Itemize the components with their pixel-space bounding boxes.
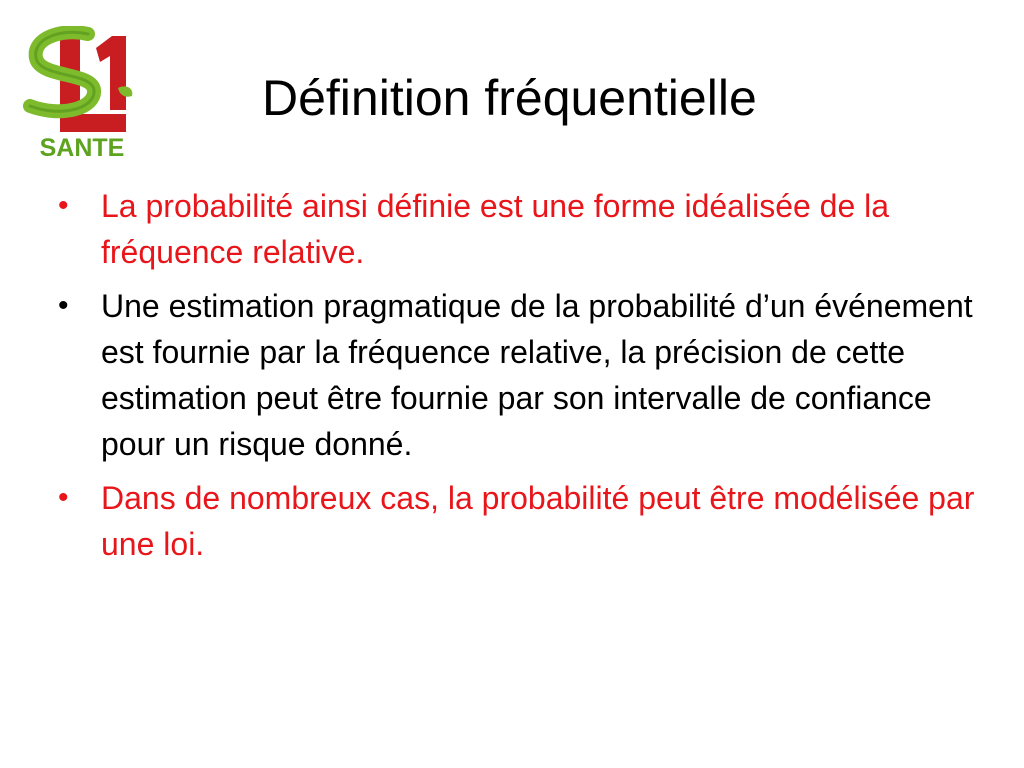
bullet-text: Une estimation pragmatique de la probabilité d’un événement est fournie par la fréquence relative, la précision de cette estimation peut être fournie par son intervalle de confiance pour un risque donné. — [101, 288, 973, 462]
bullet-item — [58, 283, 978, 467]
bullet-text: Dans de nombreux cas, la probabilité peut être modélisée par une loi. — [101, 480, 975, 562]
bullet-item — [58, 475, 978, 567]
logo-mark-icon — [22, 26, 142, 136]
bullet-dot-icon: • — [58, 481, 69, 514]
logo-caption: SANTE — [39, 134, 125, 162]
bullet-text: La probabilité ainsi définie est une forme idéalisée de la fréquence relative. — [101, 188, 890, 270]
bullet-list — [58, 183, 978, 575]
bullet-dot-icon: • — [58, 189, 69, 222]
bullet-item — [58, 183, 978, 275]
l1-sante-logo — [22, 26, 142, 166]
bullet-dot-icon: • — [58, 289, 69, 322]
slide-title: Définition fréquentielle — [262, 70, 757, 126]
